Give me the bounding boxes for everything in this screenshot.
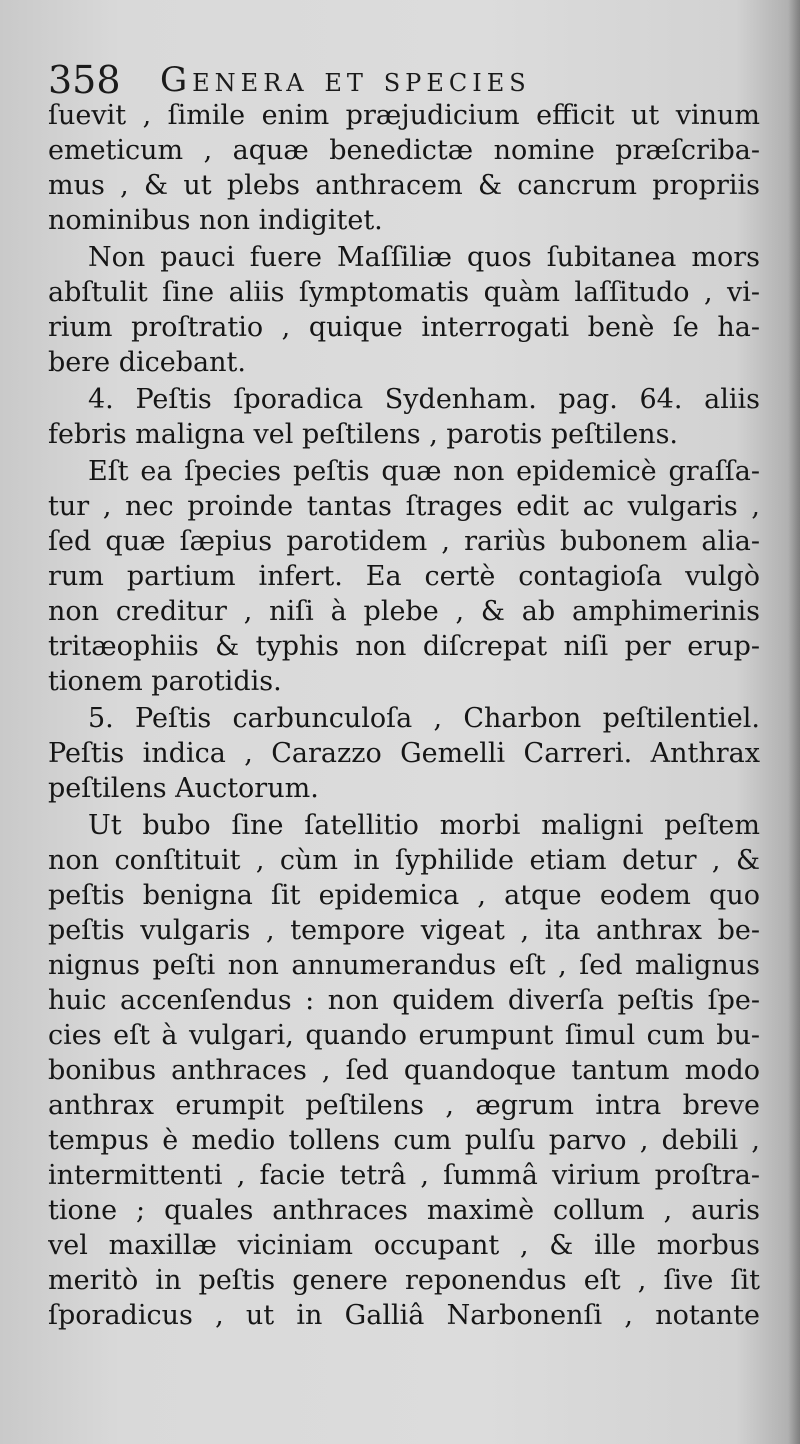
text-line: 4. Peſtis ſporadica Sydenham. pag. 64. aliis [88, 384, 760, 415]
text-line: 5. Peſtis carbunculoſa , Charbon peſtilentiel. [88, 703, 760, 734]
text-line: abſtulit ſine aliis ſymptomatis quàm laſſitudo , vi- [48, 277, 760, 308]
text-line: peſtis vulgaris , tempore vigeat , ita anthrax be- [48, 915, 760, 946]
text-line: meritò in peſtis genere reponendus eſt , ſive ſit [48, 1265, 760, 1296]
text-line: intermittenti , facie tetrâ , ſummâ virium proſtra- [48, 1160, 760, 1191]
text-line: non conſtituit , cùm in ſyphilide etiam detur , & [48, 845, 760, 876]
body-text [48, 98, 760, 1333]
page-edge-shadow [788, 0, 800, 1444]
text-line: febris maligna vel peſtilens , parotis peſtilens. [48, 419, 679, 450]
text-line: tur , nec proinde tantas ſtrages edit ac vulgaris , [48, 491, 760, 522]
text-line: anthrax erumpit peſtilens , ægrum intra breve [48, 1090, 760, 1121]
text-line: tione ; quales anthraces maximè collum , auris [48, 1195, 760, 1226]
text-line: peſtis benigna ſit epidemica , atque eodem quo [48, 880, 760, 911]
text-line: Peſtis indica , Carazzo Gemelli Carreri. Anthrax [48, 738, 760, 769]
text-line: vel maxillæ viciniam occupant , & ille morbus [48, 1230, 760, 1261]
text-line: Ut bubo ſine ſatellitio morbi maligni peſtem [88, 810, 760, 841]
text-line: rum partium infert. Ea certè contagioſa vulgò [48, 561, 760, 592]
text-line: cies eſt à vulgari, quando erumpunt ſimul cum bu- [48, 1020, 760, 1051]
text-line: Non pauci fuere Maſſiliæ quos ſubitanea mors [88, 242, 760, 273]
text-line: peſtilens Auctorum. [48, 773, 319, 804]
text-line: emeticum , aquæ benedictæ nomine præſcriba- [48, 135, 760, 166]
page-number: 358 [48, 58, 121, 102]
text-line: bere dicebant. [48, 347, 246, 378]
text-line: nominibus non indigitet. [48, 205, 383, 236]
text-line: ſed quæ ſæpius parotidem , rariùs bubonem alia- [48, 526, 760, 557]
text-line: Eſt ea ſpecies peſtis quæ non epidemicè graſſa- [88, 456, 760, 487]
text-line: tempus è medio tollens cum pulſu parvo , debili , [48, 1125, 760, 1156]
text-line: nignus peſti non annumerandus eſt , ſed malignus [48, 950, 760, 981]
text-line: rium proſtratio , quique interrogati benè ſe ha- [48, 312, 760, 343]
text-line: ſporadicus , ut in Galliâ Narbonenſi , notante [48, 1300, 760, 1331]
text-line: mus , & ut plebs anthracem & cancrum propriis [48, 170, 760, 201]
text-line: tritæophiis & typhis non diſcrepat niſi per erup- [48, 631, 760, 662]
running-title: Genera et species [160, 60, 531, 100]
text-line: bonibus anthraces , ſed quandoque tantum modo [48, 1055, 760, 1086]
text-line: ſuevit , ſimile enim præjudicium efficit ut vinum [48, 100, 760, 131]
text-line: tionem parotidis. [48, 666, 282, 697]
text-line: huic accenſendus : non quidem diverſa peſtis ſpe- [48, 985, 760, 1016]
text-line: non creditur , niſi à plebe , & ab amphimerinis [48, 596, 760, 627]
